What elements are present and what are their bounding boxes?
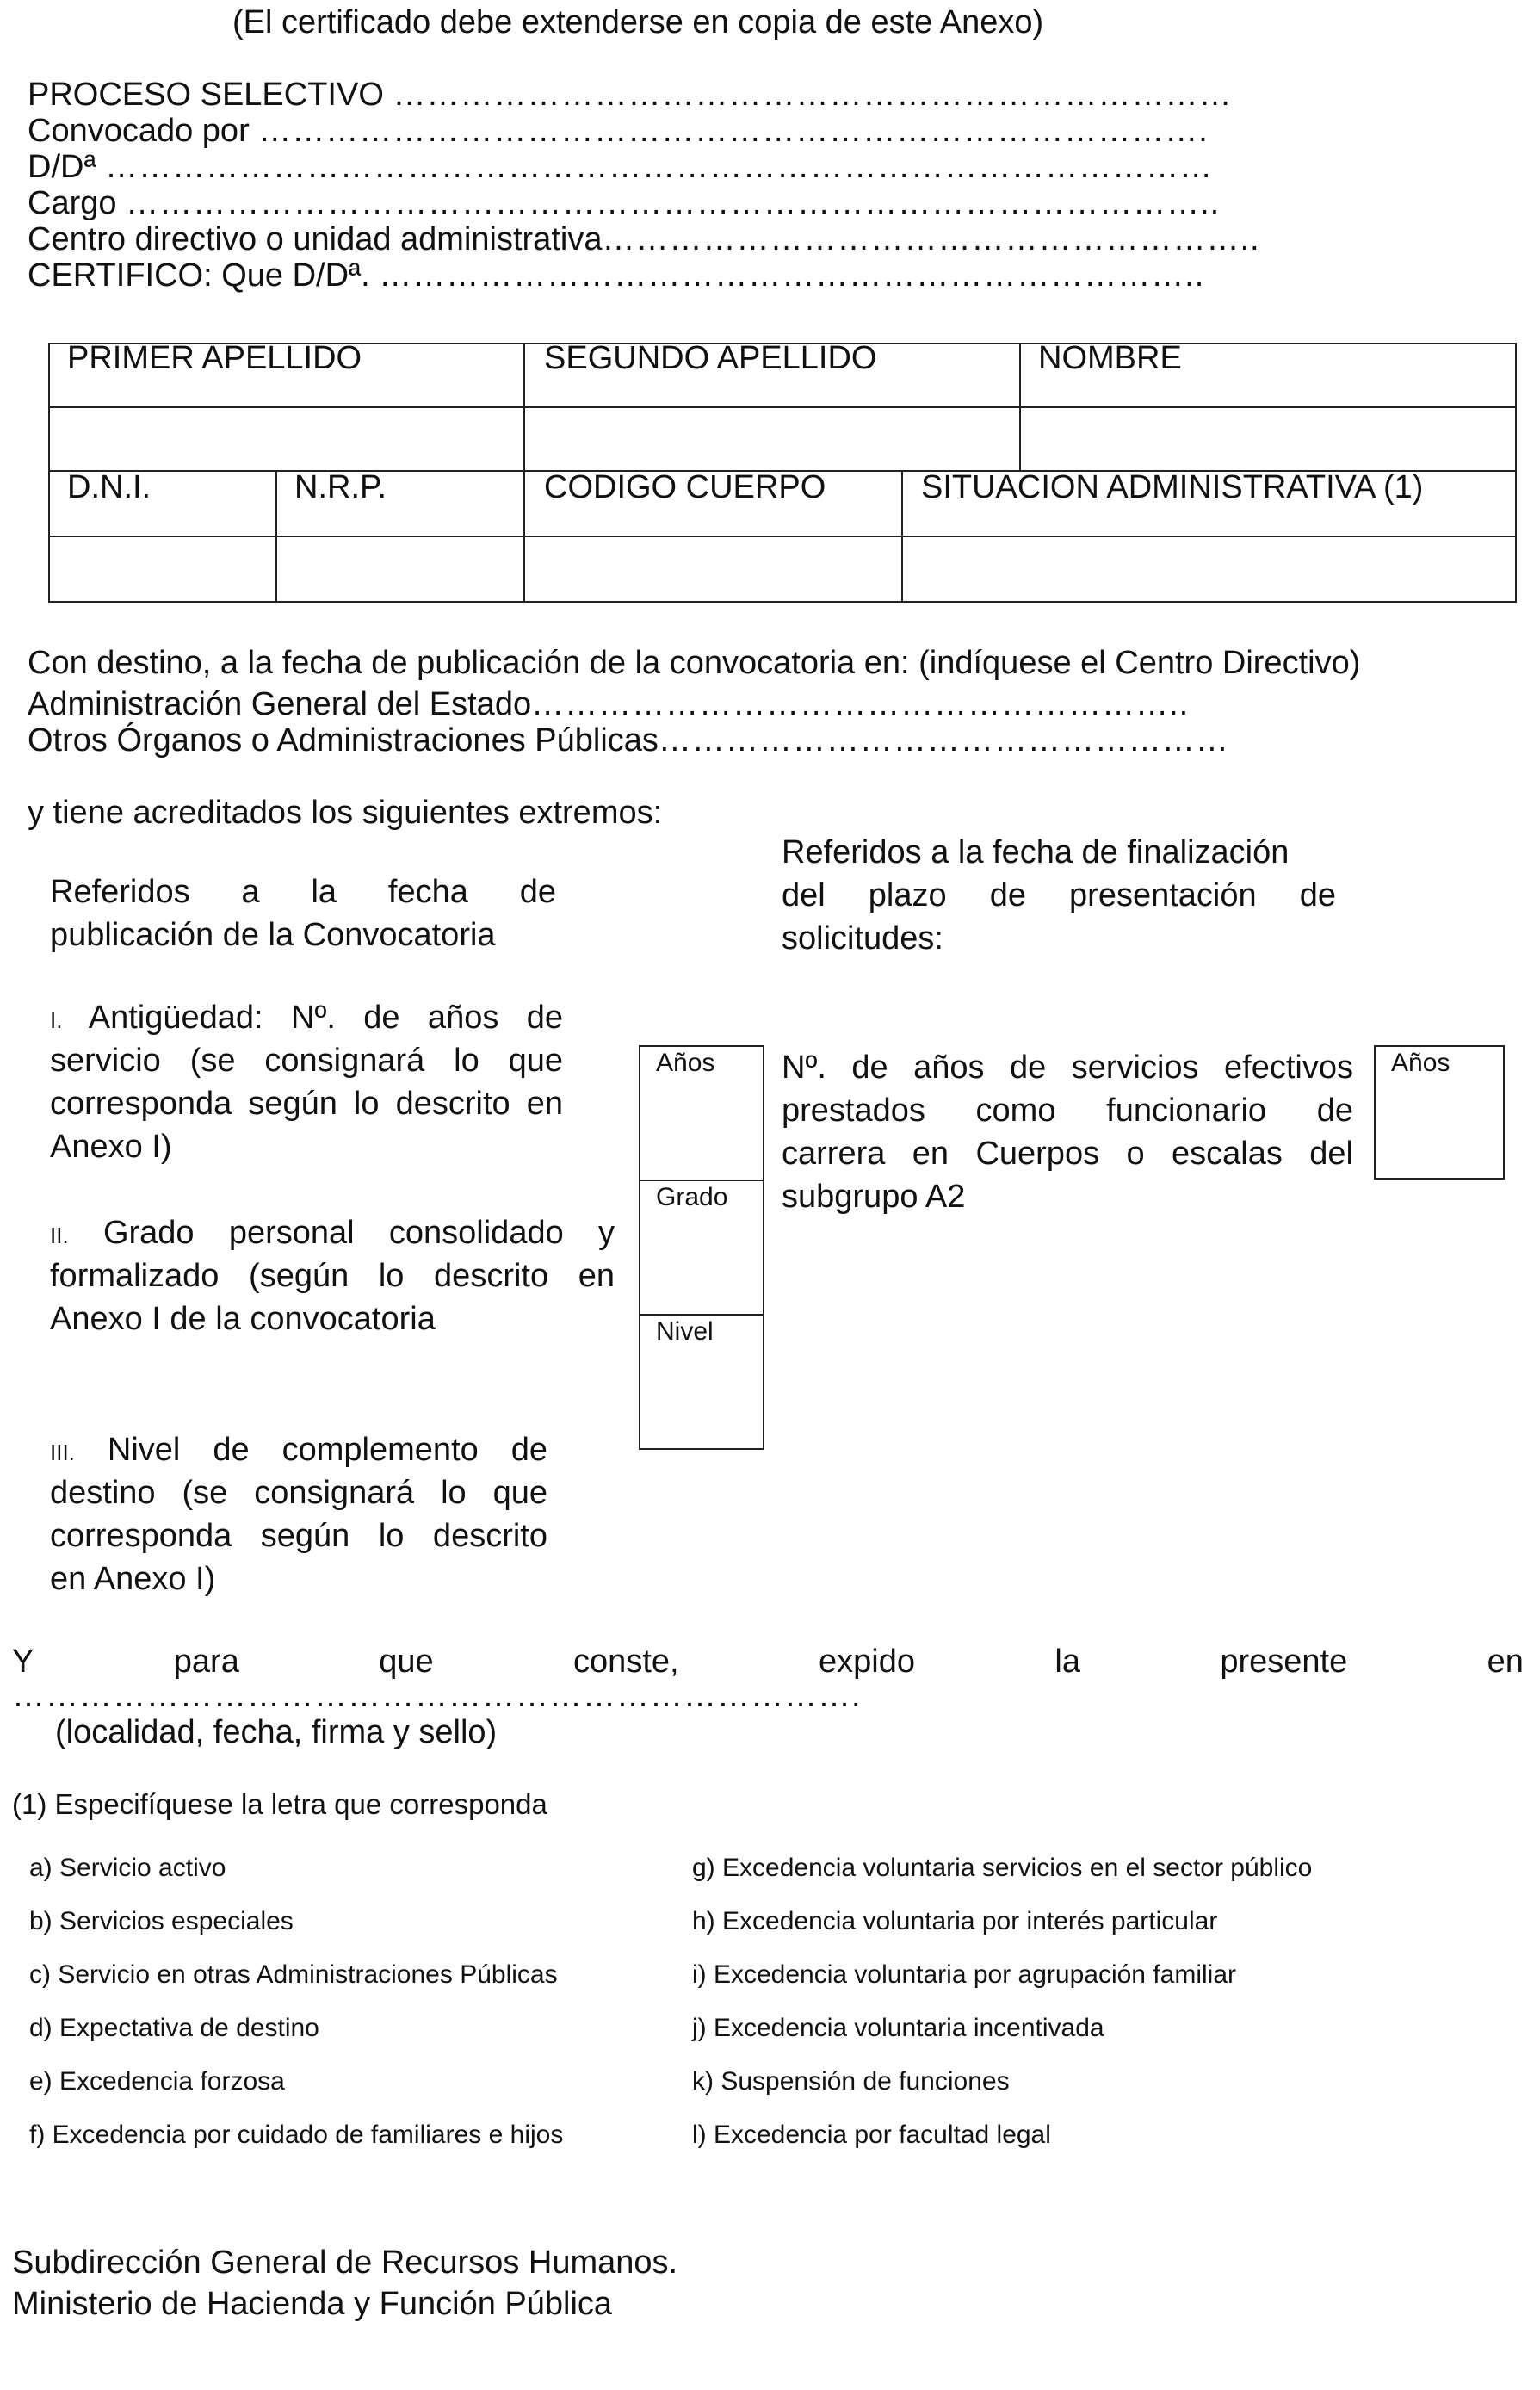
field-dd: D/Dª ………………………………………………………………………………………: [28, 149, 1214, 185]
item-line: II. Grado personal consolidado y: [50, 1215, 615, 1251]
right-item-line: Nº. de años de servicios efectivos: [782, 1049, 1353, 1086]
values-box-border: [639, 1045, 764, 1450]
situacion-item: g) Excedencia voluntaria servicios en el sector público: [692, 1854, 1313, 1882]
closing-line: [12, 1644, 1524, 1679]
table-divider: [48, 536, 1517, 537]
label-anos-right: Años: [1391, 1049, 1450, 1077]
header-nrp: N.R.P.: [294, 469, 387, 505]
closing-word: expido: [818, 1644, 915, 1680]
item-line: en Anexo I): [50, 1561, 216, 1597]
situacion-item: l) Excedencia por facultad legal: [692, 2121, 1051, 2149]
values-box-divider: [639, 1314, 764, 1316]
right-heading-line: del plazo de presentación de: [782, 877, 1336, 913]
item-line: Anexo I): [50, 1129, 172, 1165]
right-heading-line: solicitudes:: [782, 920, 943, 957]
table-divider: [48, 406, 1517, 408]
item-line: III. Nivel de complemento de: [50, 1432, 547, 1468]
footer-subdireccion: Subdirección General de Recursos Humanos.: [12, 2244, 678, 2281]
footnote-title: (1) Especifíquese la letra que corresponda: [12, 1788, 547, 1820]
situacion-item: h) Excedencia voluntaria por interés particular: [692, 1907, 1218, 1935]
right-heading-line: Referidos a la fecha de finalización: [782, 834, 1290, 870]
closing-word: conste,: [573, 1644, 679, 1680]
closing-dots: ………………………………………………………………….: [12, 1678, 862, 1714]
situacion-item: c) Servicio en otras Administraciones Públicas: [29, 1960, 558, 1989]
closing-word: para: [173, 1644, 239, 1680]
right-item-line: subgrupo A2: [782, 1179, 966, 1215]
field-proceso-selectivo: PROCESO SELECTIVO …………………………………………………………………: [28, 77, 1233, 113]
table-divider: [523, 343, 525, 470]
situacion-item: d) Expectativa de destino: [29, 2014, 319, 2042]
closing-word: Y: [12, 1644, 34, 1680]
destino-intro: Con destino, a la fecha de publicación de la convocatoria en: (indíquese el Centro Directivo): [28, 645, 1361, 681]
item-line: Anexo I de la convocatoria: [50, 1301, 436, 1337]
label-nivel: Nivel: [656, 1317, 714, 1346]
table-divider: [275, 470, 277, 603]
item-number: III.: [50, 1440, 75, 1465]
item-line: I. Antigüedad: Nº. de años de: [50, 1000, 564, 1036]
table-divider: [1019, 343, 1021, 470]
label-anos: Años: [656, 1049, 715, 1077]
footer-ministerio: Ministerio de Hacienda y Función Pública: [12, 2286, 613, 2322]
table-divider: [901, 470, 903, 603]
right-item-line: carrera en Cuerpos o escalas del: [782, 1136, 1353, 1172]
header-codigo-cuerpo: CODIGO CUERPO: [544, 469, 826, 505]
closing-word: la: [1054, 1644, 1080, 1680]
situacion-item: i) Excedencia voluntaria por agrupación familiar: [692, 1960, 1236, 1989]
item-number: I.: [50, 1007, 63, 1033]
left-heading-line: Referidos a la fecha de: [50, 874, 556, 910]
situacion-item: e) Excedencia forzosa: [29, 2067, 285, 2096]
label-grado: Grado: [656, 1183, 728, 1211]
values-box-divider: [639, 1180, 764, 1181]
item-line: corresponda según lo descrito en: [50, 1086, 563, 1122]
item-line: corresponda según lo descrito: [50, 1518, 547, 1554]
field-certifico: CERTIFICO: Que D/Dª. ………………………………………………………………..: [28, 257, 1205, 294]
item-number: II.: [50, 1223, 69, 1248]
header-nombre: NOMBRE: [1038, 340, 1182, 376]
item-line: servicio (se consignará lo que: [50, 1043, 563, 1079]
destino-age: Administración General del Estado…………………………………………………..: [28, 686, 1190, 722]
header-note: (El certificado debe extenderse en copia de este Anexo): [232, 4, 1044, 40]
field-cargo: Cargo ……………………………………………………………………………………..: [28, 185, 1221, 221]
table-divider: [523, 470, 525, 603]
destino-otros: Otros Órganos o Administraciones Públicas……………………………………………: [28, 722, 1229, 758]
right-item-line: prestados como funcionario de: [782, 1093, 1353, 1129]
item-line: formalizado (según lo descrito en: [50, 1258, 615, 1294]
field-convocado-por: Convocado por ………………………………………………………………………….: [28, 113, 1209, 149]
closing-word: en: [1487, 1644, 1524, 1680]
closing-sub: (localidad, fecha, firma y sello): [55, 1714, 498, 1750]
situacion-item: j) Excedencia voluntaria incentivada: [692, 2014, 1104, 2042]
field-centro-directivo: Centro directivo o unidad administrativa…………………………………………………..: [28, 221, 1260, 257]
extremos-intro: y tiene acreditados los siguientes extremos:: [28, 795, 663, 831]
closing-word: que: [379, 1644, 434, 1680]
header-primer-apellido: PRIMER APELLIDO: [67, 340, 362, 376]
situacion-item: a) Servicio activo: [29, 1854, 226, 1882]
left-heading-line: publicación de la Convocatoria: [50, 917, 496, 953]
header-segundo-apellido: SEGUNDO APELLIDO: [544, 340, 877, 376]
header-situacion-administrativa: SITUACION ADMINISTRATIVA (1): [921, 469, 1424, 505]
situacion-item: b) Servicios especiales: [29, 1907, 294, 1935]
header-dni: D.N.I.: [67, 469, 152, 505]
closing-word: presente: [1220, 1644, 1348, 1680]
item-line: destino (se consignará lo que: [50, 1475, 547, 1511]
situacion-item: f) Excedencia por cuidado de familiares e hijos: [29, 2121, 564, 2149]
situacion-item: k) Suspensión de funciones: [692, 2067, 1010, 2096]
